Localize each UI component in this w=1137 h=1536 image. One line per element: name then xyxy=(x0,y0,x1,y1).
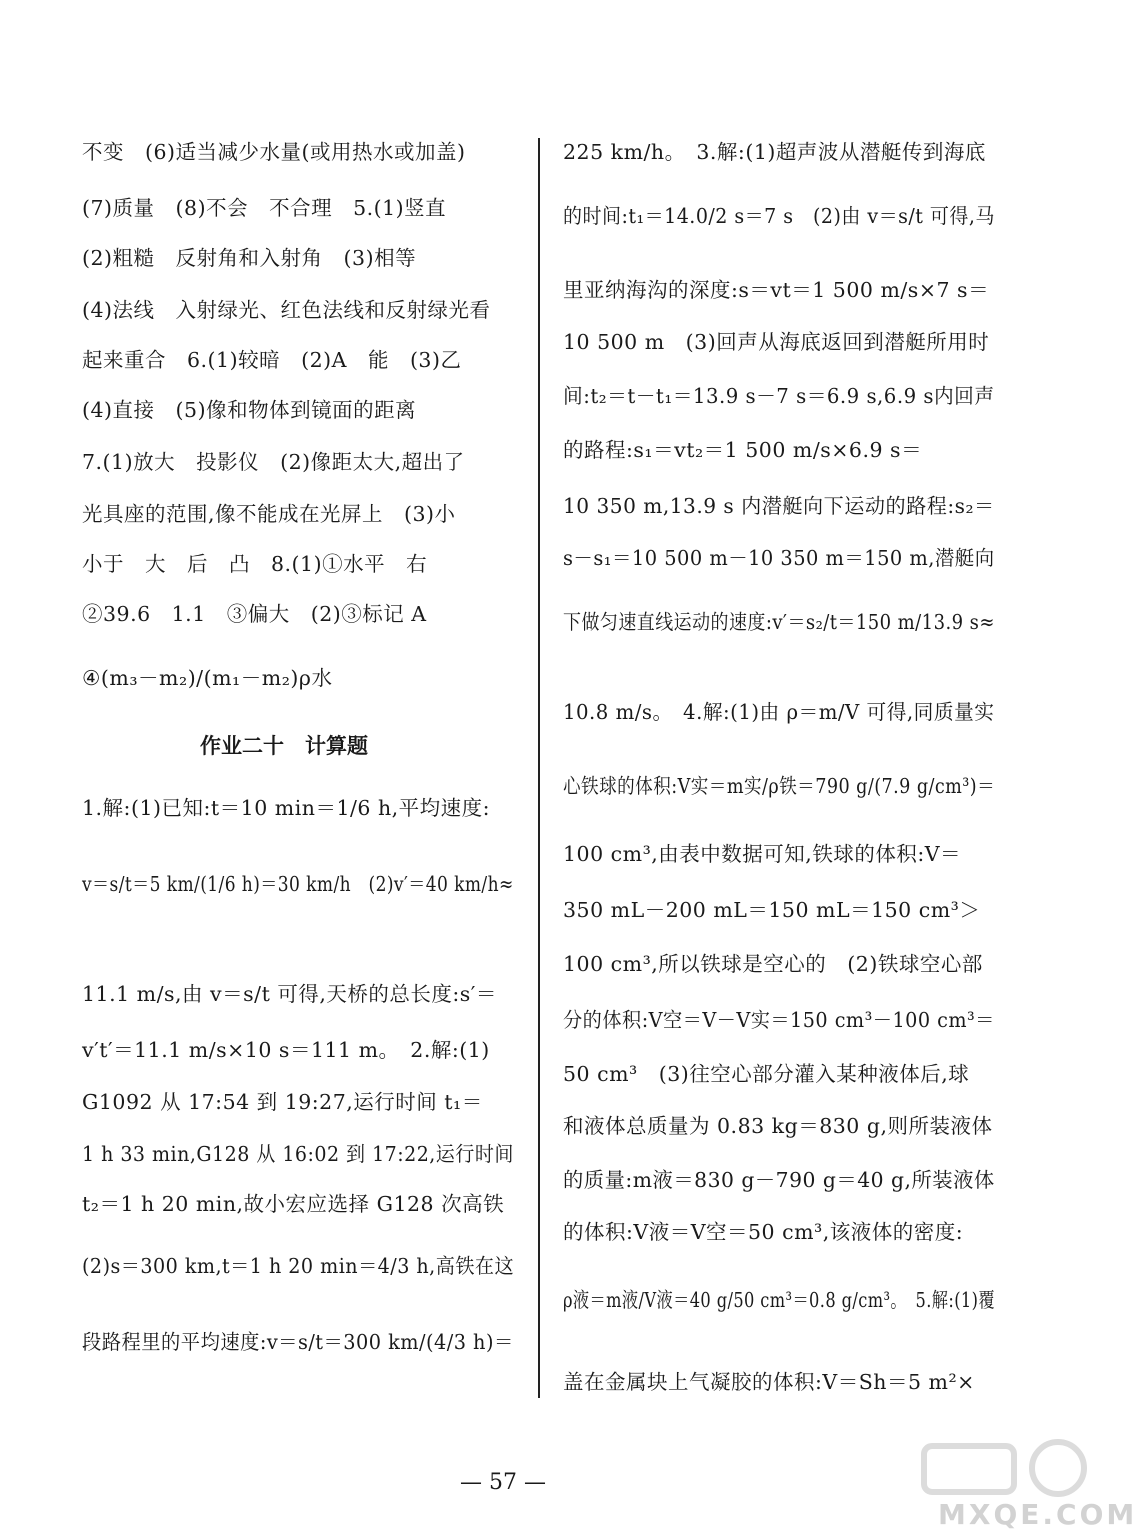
left-line: ②39.6 1.1 ③偏大 (2)③标记 A xyxy=(82,602,427,626)
right-line: 225 km/h。 3.解:(1)超声波从潜艇传到海底 xyxy=(563,140,986,164)
right-line: 的体积:V液＝V空＝50 cm³,该液体的密度: xyxy=(563,1220,964,1244)
right-line: 100 cm³,所以铁球是空心的 (2)铁球空心部 xyxy=(563,952,983,976)
left-line: 1.解:(1)已知:t＝10 min＝1/6 h,平均速度: xyxy=(82,796,491,820)
right-line: 10 500 m (3)回声从海底返回到潜艇所用时 xyxy=(563,330,990,354)
section-heading: 作业二十 计算题 xyxy=(200,734,368,758)
left-line: ④(m₃－m₂)/(m₁－m₂)ρ水 xyxy=(82,666,333,690)
left-line: 段路程里的平均速度:v＝s/t＝300 km/(4/3 h)＝ xyxy=(82,1330,514,1354)
left-line: 1 h 33 min,G128 从 16:02 到 17:22,运行时间 xyxy=(82,1142,514,1166)
right-line: 心铁球的体积:V实＝m实/ρ铁＝790 g/(7.9 g/cm³)＝ xyxy=(563,774,996,798)
left-line: 光具座的范围,像不能成在光屏上 (3)小 xyxy=(82,502,456,526)
right-line: 的质量:m液＝830 g－790 g＝40 g,所装液体 xyxy=(563,1168,995,1192)
right-line: 和液体总质量为 0.83 kg＝830 g,则所装液体 xyxy=(563,1114,993,1138)
right-line: 分的体积:V空＝V－V实＝150 cm³－100 cm³＝ xyxy=(563,1008,995,1032)
right-line: 盖在金属块上气凝胶的体积:V＝Sh＝5 m²× xyxy=(563,1370,975,1394)
watermark-text: MXQE.COM xyxy=(938,1498,1137,1531)
left-line: 7.(1)放大 投影仪 (2)像距太大,超出了 xyxy=(82,450,465,474)
right-line: 10 350 m,13.9 s 内潜艇向下运动的路程:s₂＝ xyxy=(563,494,995,518)
right-line: 的时间:t₁＝14.0/2 s＝7 s (2)由 v＝s/t 可得,马 xyxy=(563,204,995,228)
left-line: t₂＝1 h 20 min,故小宏应选择 G128 次高铁 xyxy=(82,1192,505,1216)
right-line: 100 cm³,由表中数据可知,铁球的体积:V＝ xyxy=(563,842,962,866)
column-divider xyxy=(538,138,540,1398)
left-line: 小于 大 后 凸 8.(1)①水平 右 xyxy=(82,552,428,576)
right-line: 350 mL－200 mL＝150 mL＝150 cm³＞ xyxy=(563,898,981,922)
left-line: (2)粗糙 反射角和入射角 (3)相等 xyxy=(82,246,417,270)
left-line: (7)质量 (8)不会 不合理 5.(1)竖直 xyxy=(82,196,447,220)
left-line: v′t′＝11.1 m/s×10 s＝111 m。 2.解:(1) xyxy=(82,1038,490,1062)
left-line: (2)s＝300 km,t＝1 h 20 min＝4/3 h,高铁在这 xyxy=(82,1254,515,1278)
left-line: G1092 从 17:54 到 19:27,运行时间 t₁＝ xyxy=(82,1090,483,1114)
right-line: 50 cm³ (3)往空心部分灌入某种液体后,球 xyxy=(563,1062,970,1086)
left-line: (4)法线 入射绿光、红色法线和反射绿光看 xyxy=(82,298,491,322)
right-line: 下做匀速直线运动的速度:v′＝s₂/t＝150 m/13.9 s≈ xyxy=(563,610,995,634)
page-number: — 57 — xyxy=(460,1470,546,1495)
left-line: 起来重合 6.(1)较暗 (2)A 能 (3)乙 xyxy=(82,348,462,372)
right-line: 里亚纳海沟的深度:s＝vt＝1 500 m/s×7 s＝ xyxy=(563,278,990,302)
left-line: (4)直接 (5)像和物体到镜面的距离 xyxy=(82,398,417,422)
right-line: 10.8 m/s。 4.解:(1)由 ρ＝m/V 可得,同质量实 xyxy=(563,700,995,724)
right-line: 的路程:s₁＝vt₂＝1 500 m/s×6.9 s＝ xyxy=(563,438,923,462)
left-line: 11.1 m/s,由 v＝s/t 可得,天桥的总长度:s′＝ xyxy=(82,982,497,1006)
right-line: s－s₁＝10 500 m－10 350 m＝150 m,潜艇向 xyxy=(563,546,995,570)
left-line: 不变 (6)适当减少水量(或用热水或加盖) xyxy=(82,140,466,164)
right-line: ρ液＝m液/V液＝40 g/50 cm³＝0.8 g/cm³。 5.解:(1)覆 xyxy=(563,1288,995,1312)
right-line: 间:t₂＝t－t₁＝13.9 s－7 s＝6.9 s,6.9 s内回声 xyxy=(563,384,995,408)
left-line: v＝s/t＝5 km/(1/6 h)＝30 km/h (2)v′＝40 km/h≈ xyxy=(82,872,514,896)
